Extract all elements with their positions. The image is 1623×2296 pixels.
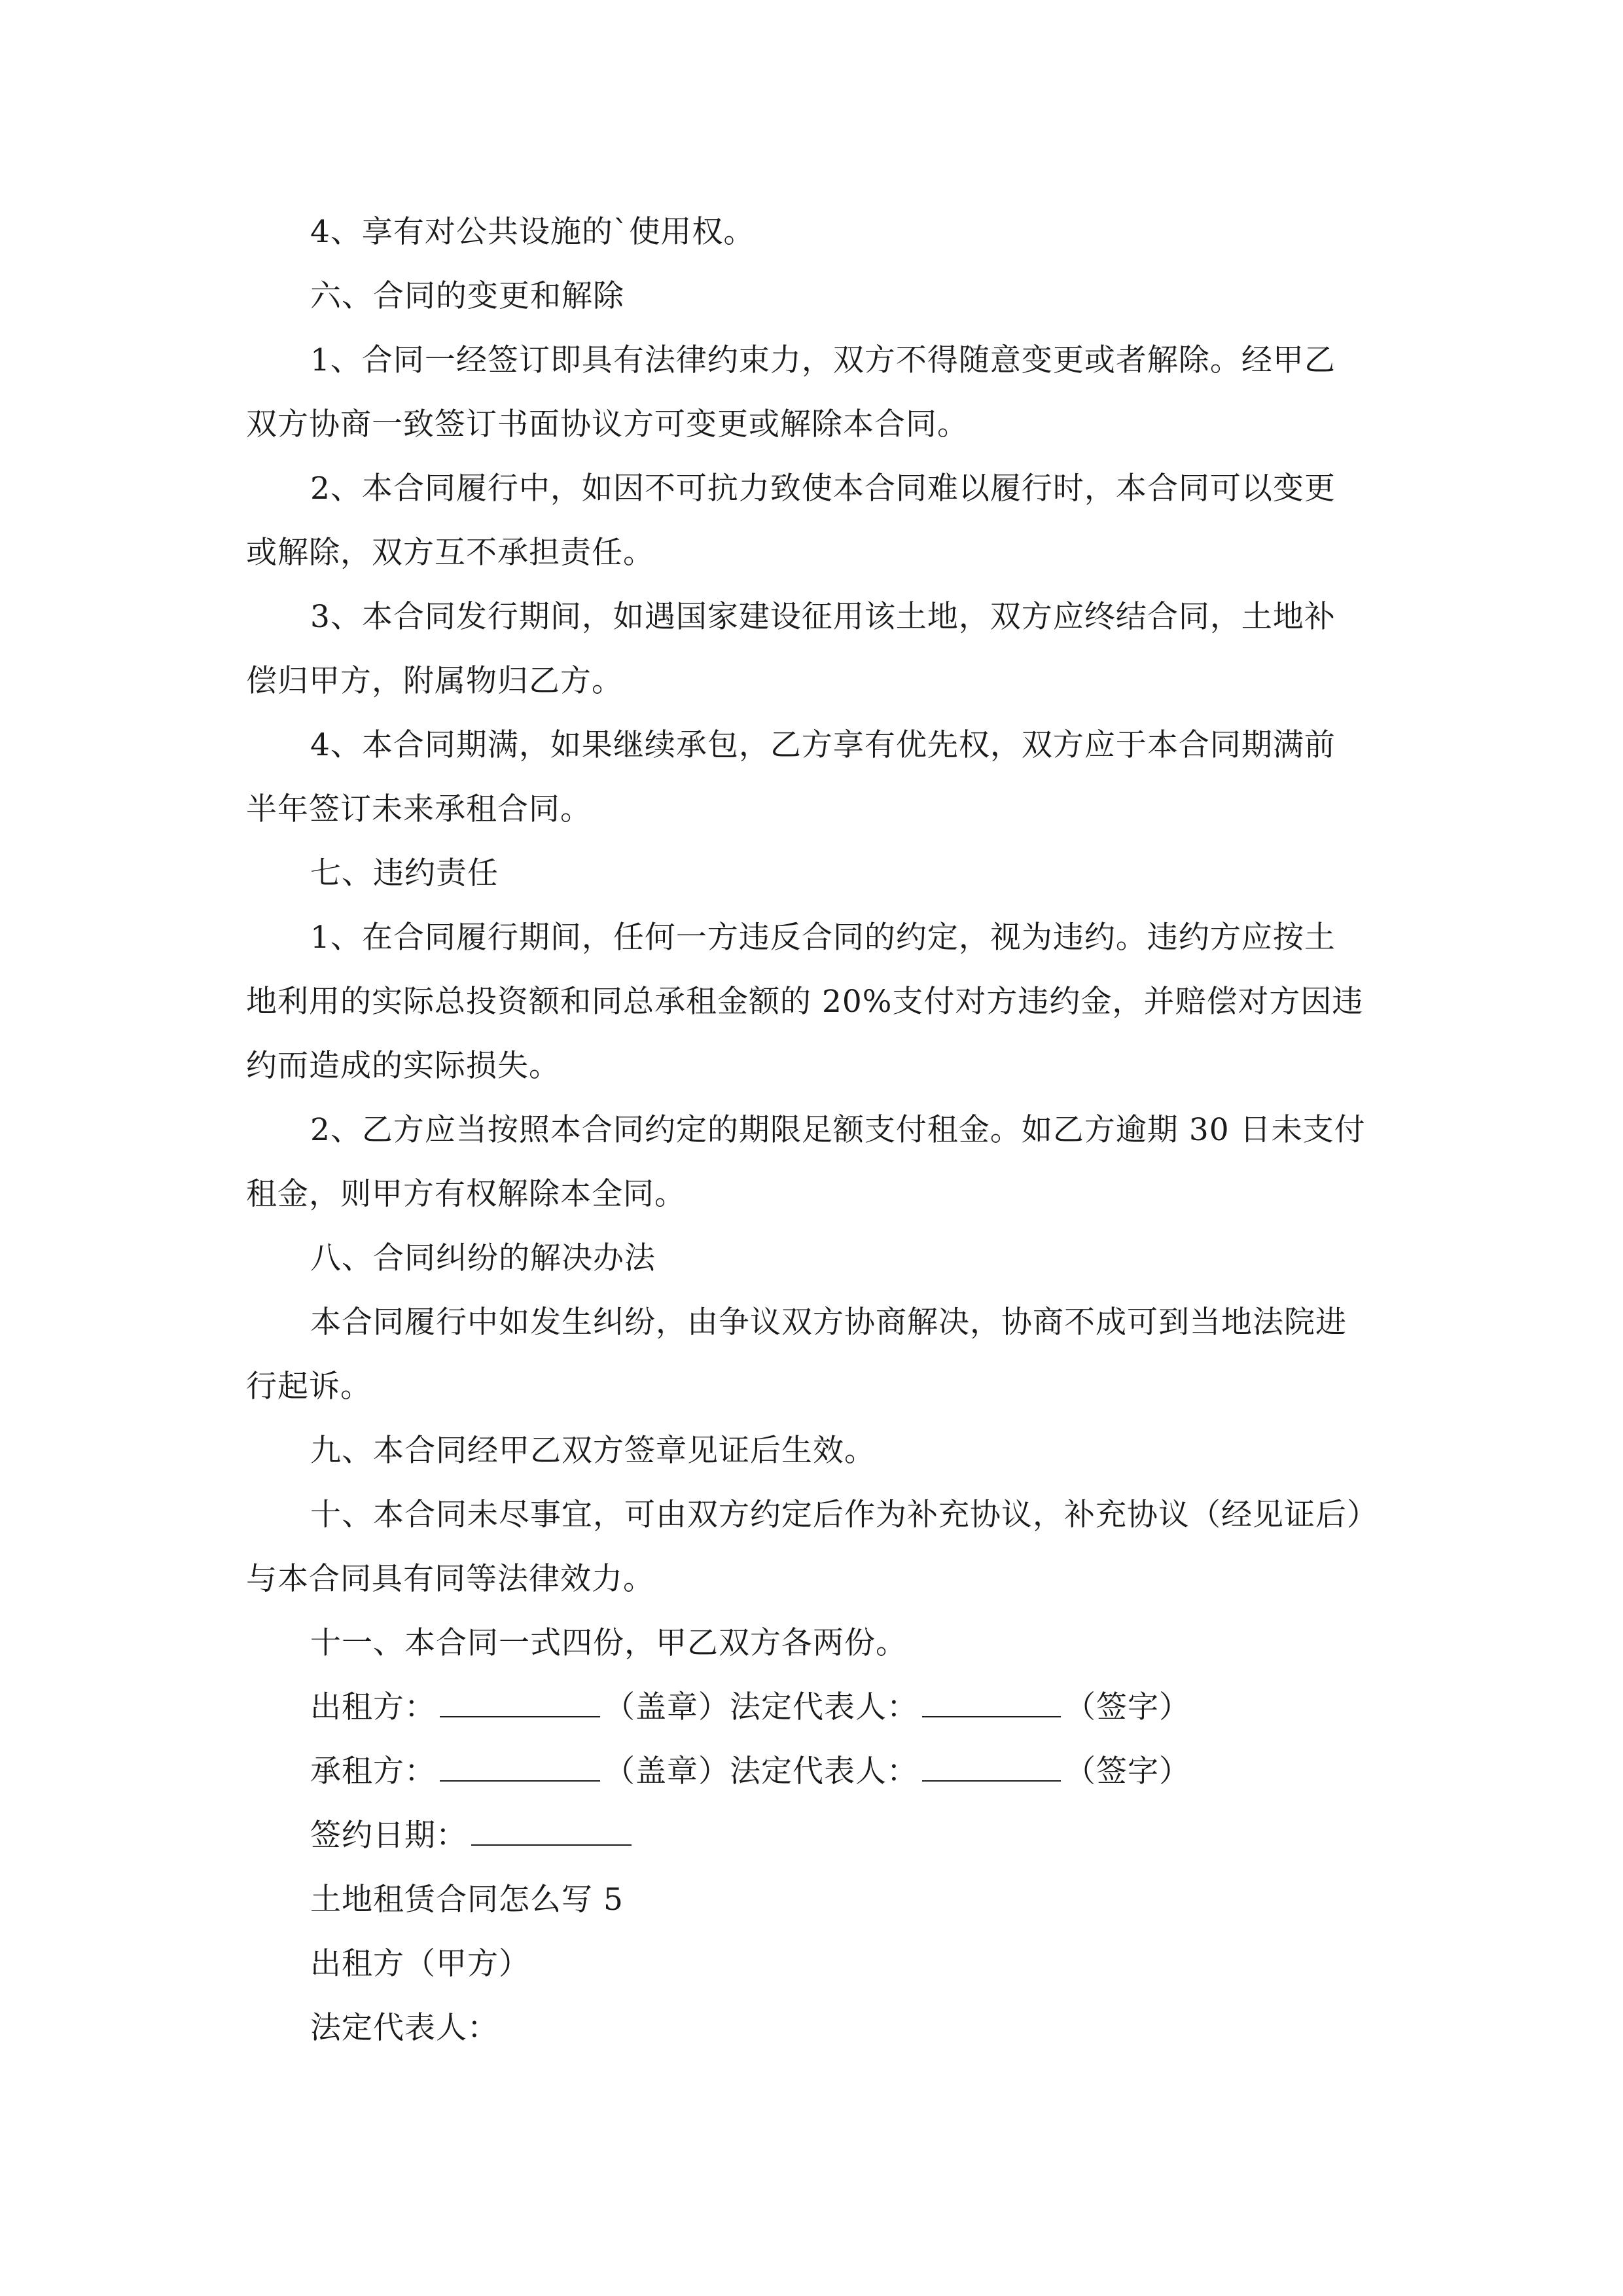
paragraph-line: 本合同履行中如发生纠纷，由争议双方协商解决，协商不成可到当地法院进: [310, 1304, 1347, 1340]
paragraph-line: 十、本合同未尽事宜，可由双方约定后作为补充协议，补充协议（经见证后）: [310, 1497, 1378, 1533]
lessee-seal-blank[interactable]: [440, 1754, 600, 1782]
seal-label: （盖章）: [604, 1689, 730, 1725]
item4-public-facilities: 4、享有对公共设施的`使用权。: [310, 214, 755, 250]
paragraph-line: 偿归甲方，附属物归乙方。: [246, 663, 623, 699]
lessor-label: 出租方：: [310, 1689, 436, 1725]
lessee-signature-line: [246, 1740, 1378, 1804]
paragraph-line: 与本合同具有同等法律效力。: [246, 1561, 654, 1597]
signing-date-label: 签约日期：: [310, 1818, 467, 1854]
section8-heading: 八、合同纠纷的解决办法: [310, 1240, 656, 1276]
lessor-party-line: 出租方（甲方）: [310, 1946, 530, 1982]
paragraph-line: 3、本合同发行期间，如遇国家建设征用该土地，双方应终结合同，土地补: [310, 599, 1336, 635]
legal-rep-line: 法定代表人：: [310, 2010, 499, 2046]
paragraph-line: 约而造成的实际损失。: [246, 1048, 560, 1084]
paragraph-line: 租金，则甲方有权解除本全同。: [246, 1176, 686, 1212]
lessor-seal-blank[interactable]: [440, 1690, 600, 1717]
seal-label: （盖章）: [604, 1753, 730, 1789]
contract-text: [246, 200, 1378, 2060]
paragraph-line: 半年签订未来承租合同。: [246, 791, 592, 827]
section7-heading: 七、违约责任: [310, 855, 499, 891]
section9-line: 九、本合同经甲乙双方签章见证后生效。: [310, 1433, 876, 1469]
lessee-label: 承租方：: [310, 1753, 436, 1789]
section11-line: 十一、本合同一式四份，甲乙双方各两份。: [310, 1625, 907, 1661]
paragraph-line: 地利用的实际总投资额和同总承租金额的 20%支付对方违约金，并赔偿对方因违: [246, 984, 1364, 1020]
paragraph-line: 1、合同一经签订即具有法律约束力，双方不得随意变更或者解除。经甲乙: [310, 342, 1336, 378]
legal-rep-label: 法定代表人：: [730, 1753, 918, 1789]
sign-label: （签字）: [1065, 1689, 1190, 1725]
lessor-rep-sign-blank[interactable]: [922, 1690, 1061, 1717]
section6-heading: 六、合同的变更和解除: [310, 278, 624, 314]
legal-rep-label: 法定代表人：: [730, 1689, 918, 1725]
paragraph-line: 2、本合同履行中，如因不可抗力致使本合同难以履行时，本合同可以变更: [310, 471, 1336, 507]
sign-label: （签字）: [1065, 1753, 1190, 1789]
paragraph-line: 1、在合同履行期间，任何一方违反合同的约定，视为违约。违约方应按土: [310, 920, 1336, 956]
signing-date-blank[interactable]: [471, 1818, 632, 1846]
paragraph-line: 或解除，双方互不承担责任。: [246, 535, 654, 571]
paragraph-line: 4、本合同期满，如果继续承包，乙方享有优先权，双方应于本合同期满前: [310, 727, 1336, 763]
paragraph-line: 双方协商一致签订书面协议方可变更或解除本合同。: [246, 406, 969, 442]
next-contract-title: 土地租赁合同怎么写 5: [310, 1882, 624, 1918]
lessor-signature-line: [246, 1676, 1378, 1740]
lessee-rep-sign-blank[interactable]: [922, 1754, 1061, 1782]
paragraph-line: 行起诉。: [246, 1369, 372, 1405]
signing-date-line: [246, 1804, 1378, 1868]
paragraph-line: 2、乙方应当按照本合同约定的期限足额支付租金。如乙方逾期 30 日未支付: [310, 1112, 1366, 1148]
